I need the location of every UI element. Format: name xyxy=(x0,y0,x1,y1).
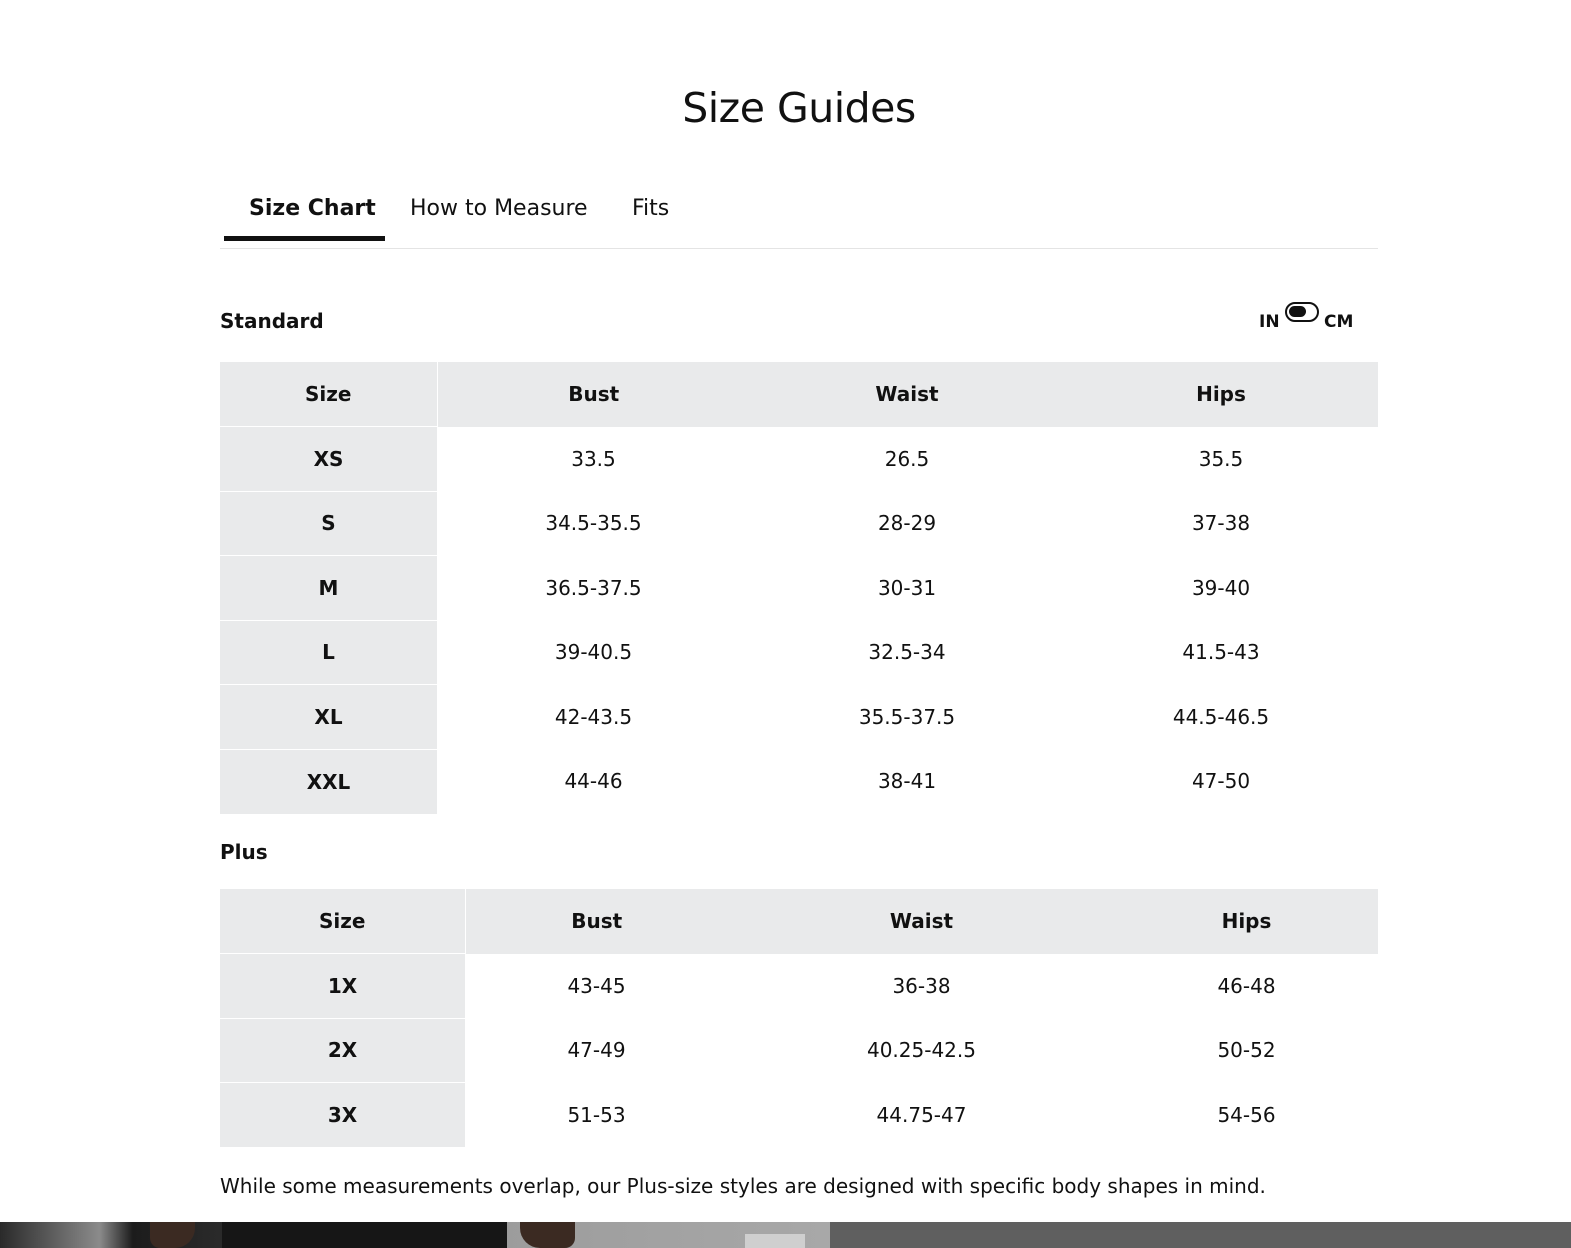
size-cell: XS xyxy=(220,427,437,492)
bust-cell: 33.5 xyxy=(571,446,616,471)
tab-bar xyxy=(220,186,1378,249)
bust-cell: 43-45 xyxy=(567,973,626,998)
waist-cell: 32.5-34 xyxy=(868,640,946,665)
tab-size-chart[interactable]: Size Chart xyxy=(249,196,376,221)
hips-cell: 47-50 xyxy=(1191,769,1251,794)
plus-size-table xyxy=(220,889,1378,1147)
bust-cell: 42-43.5 xyxy=(554,704,633,729)
hips-cell: 41.5-43 xyxy=(1182,640,1260,665)
standard-size-table xyxy=(220,362,1378,814)
waist-cell: 30-31 xyxy=(877,575,937,600)
waist-cell: 38-41 xyxy=(877,769,937,794)
column-header-bust: Bust xyxy=(437,362,750,427)
table-row xyxy=(220,620,1378,685)
column-header-hips: Hips xyxy=(1115,889,1378,954)
hips-cell: 46-48 xyxy=(1217,973,1276,998)
waist-cell: 28-29 xyxy=(877,511,937,536)
table-row xyxy=(220,1018,1378,1083)
bust-cell: 47-49 xyxy=(567,1038,626,1063)
product-image-strip xyxy=(0,1222,1571,1248)
hips-cell: 44.5-46.5 xyxy=(1172,704,1270,729)
size-cell: L xyxy=(220,620,437,685)
hips-cell: 35.5 xyxy=(1198,446,1244,471)
plus-section-title: Plus xyxy=(220,840,268,864)
unit-label-in: IN xyxy=(1259,312,1280,332)
table-row xyxy=(220,1083,1378,1148)
size-cell: 1X xyxy=(220,954,465,1019)
unit-switch-knob xyxy=(1289,306,1306,317)
size-cell: M xyxy=(220,556,437,621)
bust-cell: 34.5-35.5 xyxy=(545,511,642,536)
table-row xyxy=(220,954,1378,1019)
bust-cell: 51-53 xyxy=(567,1102,626,1127)
column-header-size: Size xyxy=(220,889,465,954)
table-row xyxy=(220,556,1378,621)
column-header-hips: Hips xyxy=(1064,362,1378,427)
size-cell: 3X xyxy=(220,1083,465,1148)
active-tab-indicator xyxy=(224,236,385,241)
column-header-waist: Waist xyxy=(750,362,1064,427)
photo-detail xyxy=(745,1234,805,1248)
bust-cell: 36.5-37.5 xyxy=(545,575,642,600)
hips-cell: 50-52 xyxy=(1217,1038,1276,1063)
size-cell: S xyxy=(220,491,437,556)
unit-label-cm: CM xyxy=(1324,312,1354,332)
hips-cell: 37-38 xyxy=(1191,511,1251,536)
waist-cell: 40.25-42.5 xyxy=(866,1038,976,1063)
column-header-bust: Bust xyxy=(465,889,728,954)
waist-cell: 44.75-47 xyxy=(876,1102,967,1127)
unit-toggle[interactable] xyxy=(1259,302,1359,332)
hips-cell: 39-40 xyxy=(1191,575,1251,600)
unit-switch[interactable] xyxy=(1285,302,1319,322)
tab-how-to-measure[interactable]: How to Measure xyxy=(410,196,588,221)
table-row xyxy=(220,491,1378,556)
table-header-row xyxy=(220,362,1378,427)
table-row xyxy=(220,427,1378,492)
table-header-row xyxy=(220,889,1378,954)
page-title: Size Guides xyxy=(682,84,916,132)
bust-cell: 39-40.5 xyxy=(554,640,633,665)
standard-section-title: Standard xyxy=(220,309,324,333)
plus-size-footnote: While some measurements overlap, our Plus-size styles are designed with specific body shapes in mind. xyxy=(220,1174,1266,1198)
model-arm-right xyxy=(520,1222,575,1248)
column-header-waist: Waist xyxy=(728,889,1115,954)
waist-cell: 35.5-37.5 xyxy=(858,704,956,729)
waist-cell: 36-38 xyxy=(892,973,951,998)
size-cell: XL xyxy=(220,685,437,750)
size-cell: 2X xyxy=(220,1018,465,1083)
table-row xyxy=(220,749,1378,814)
waist-cell: 26.5 xyxy=(884,446,930,471)
size-cell: XXL xyxy=(220,749,437,814)
column-header-size: Size xyxy=(220,362,437,427)
bust-cell: 44-46 xyxy=(564,769,623,794)
table-row xyxy=(220,685,1378,750)
tab-fits[interactable]: Fits xyxy=(632,196,670,221)
model-shorts xyxy=(222,1222,507,1248)
hips-cell: 54-56 xyxy=(1217,1102,1276,1127)
